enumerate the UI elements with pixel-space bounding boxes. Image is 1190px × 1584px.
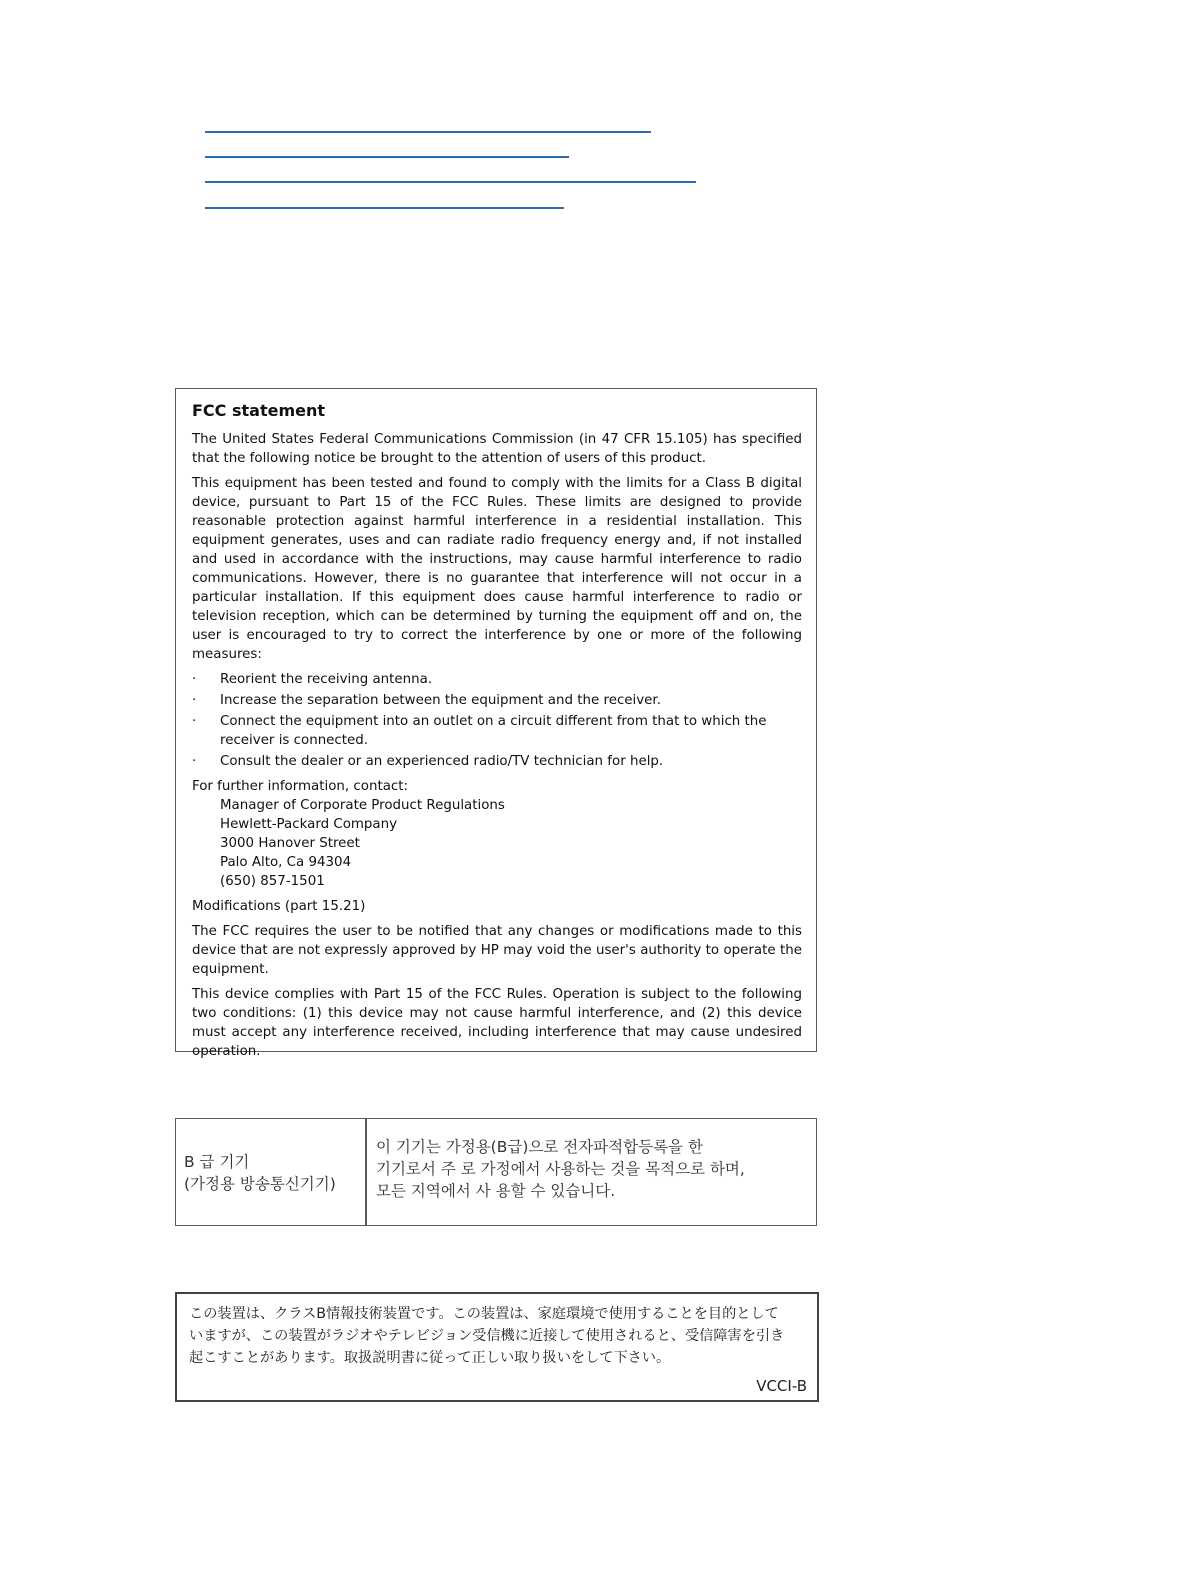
modifications-text: The FCC requires the user to be notified that any changes or modifications made to this device that are not expressly approved by HP may void the user's authority to operate the equipment. [192, 924, 802, 977]
measure-text: Consult the dealer or an experienced radio/TV technician for help. [220, 754, 664, 769]
japanese-vcci-box [175, 1292, 819, 1402]
japanese-text-line: この装置は、クラスB情報技術装置です。この装置は、家庭環境で使用することを目的として [189, 1306, 779, 1322]
fcc-measures-list [192, 670, 802, 771]
toc-link-1[interactable] [205, 131, 651, 133]
korean-label-line: (가정용 방송통신기기) [184, 1175, 336, 1193]
bullet-icon: · [192, 693, 197, 708]
list-item [192, 691, 802, 710]
list-item [192, 670, 802, 689]
compliance-text: This device complies with Part 15 of the FCC Rules. Operation is subject to the following two conditions: (1) this device may not cause harmful interference, and (2) this device must accept any interference received, including interference that may cause undesired operation. [192, 987, 802, 1059]
contact-line: Manager of Corporate Product Regulations [220, 798, 505, 813]
measure-text: Reorient the receiving antenna. [220, 672, 433, 687]
fcc-title: FCC statement [192, 401, 326, 420]
measure-text: Increase the separation between the equipment and the receiver. [220, 693, 661, 708]
measure-text: Connect the equipment into an outlet on a circuit different from that to which the receiver is connected. [220, 714, 767, 748]
contact-line: (650) 857-1501 [220, 874, 325, 889]
bullet-icon: · [192, 754, 197, 769]
vcci-mark: VCCI-B [756, 1377, 807, 1395]
fcc-body: This equipment has been tested and found to comply with the limits for a Class B digital device, pursuant to Part 15 of the FCC Rules. These limits are designed to provide reasonable protection against harmful interference in a residential installation. This equipment generates, uses and can radiate radio frequency energy and, if not installed and used in accordance with the instructions, may cause harmful interference to radio communications. However, there is no guarantee that interference will not occur in a particular installation. If this equipment does cause harmful interference to radio or television reception, which can be determined by turning the equipment off and on, the user is encouraged to try to correct the interference by one or more of the following measures: [192, 476, 802, 662]
contact-address [192, 796, 802, 891]
japanese-text-line: いますが、この装置がラジオやテレビジョン受信機に近接して使用されると、受信障害を引き [189, 1328, 785, 1344]
contact-line: Palo Alto, Ca 94304 [220, 855, 352, 870]
contact-line: Hewlett-Packard Company [220, 817, 398, 832]
toc-link-4[interactable] [205, 207, 564, 209]
toc-link-3[interactable] [205, 181, 696, 183]
fcc-statement-box [175, 388, 817, 1059]
korean-text-line: 모든 지역에서 사 용할 수 있습니다. [376, 1182, 616, 1200]
japanese-text-line: 起こすことがあります。取扱説明書に従って正しい取り扱いをして下さい。 [189, 1350, 671, 1366]
korean-label-line: B 급 기기 [184, 1153, 250, 1171]
bullet-icon: · [192, 672, 197, 687]
list-item [192, 752, 802, 771]
contact-line: 3000 Hanover Street [220, 836, 360, 851]
korean-text-line: 기기로서 주 로 가정에서 사용하는 것을 목적으로 하며, [376, 1160, 745, 1178]
korean-class-label [176, 1119, 367, 1225]
toc-link-2[interactable] [205, 156, 569, 158]
contact-label: For further information, contact: [192, 779, 409, 794]
korean-text-line: 이 기기는 가정용(B급)으로 전자파적합등록을 한 [376, 1138, 703, 1156]
korean-notice-text [367, 1119, 816, 1225]
korean-notice-box [175, 1118, 817, 1226]
modifications-heading: Modifications (part 15.21) [192, 899, 366, 914]
fcc-intro: The United States Federal Communications Commission (in 47 CFR 15.105) has specified that the following notice be brought to the attention of users of this product. [192, 432, 802, 466]
list-item [192, 712, 802, 750]
bullet-icon: · [192, 714, 197, 729]
